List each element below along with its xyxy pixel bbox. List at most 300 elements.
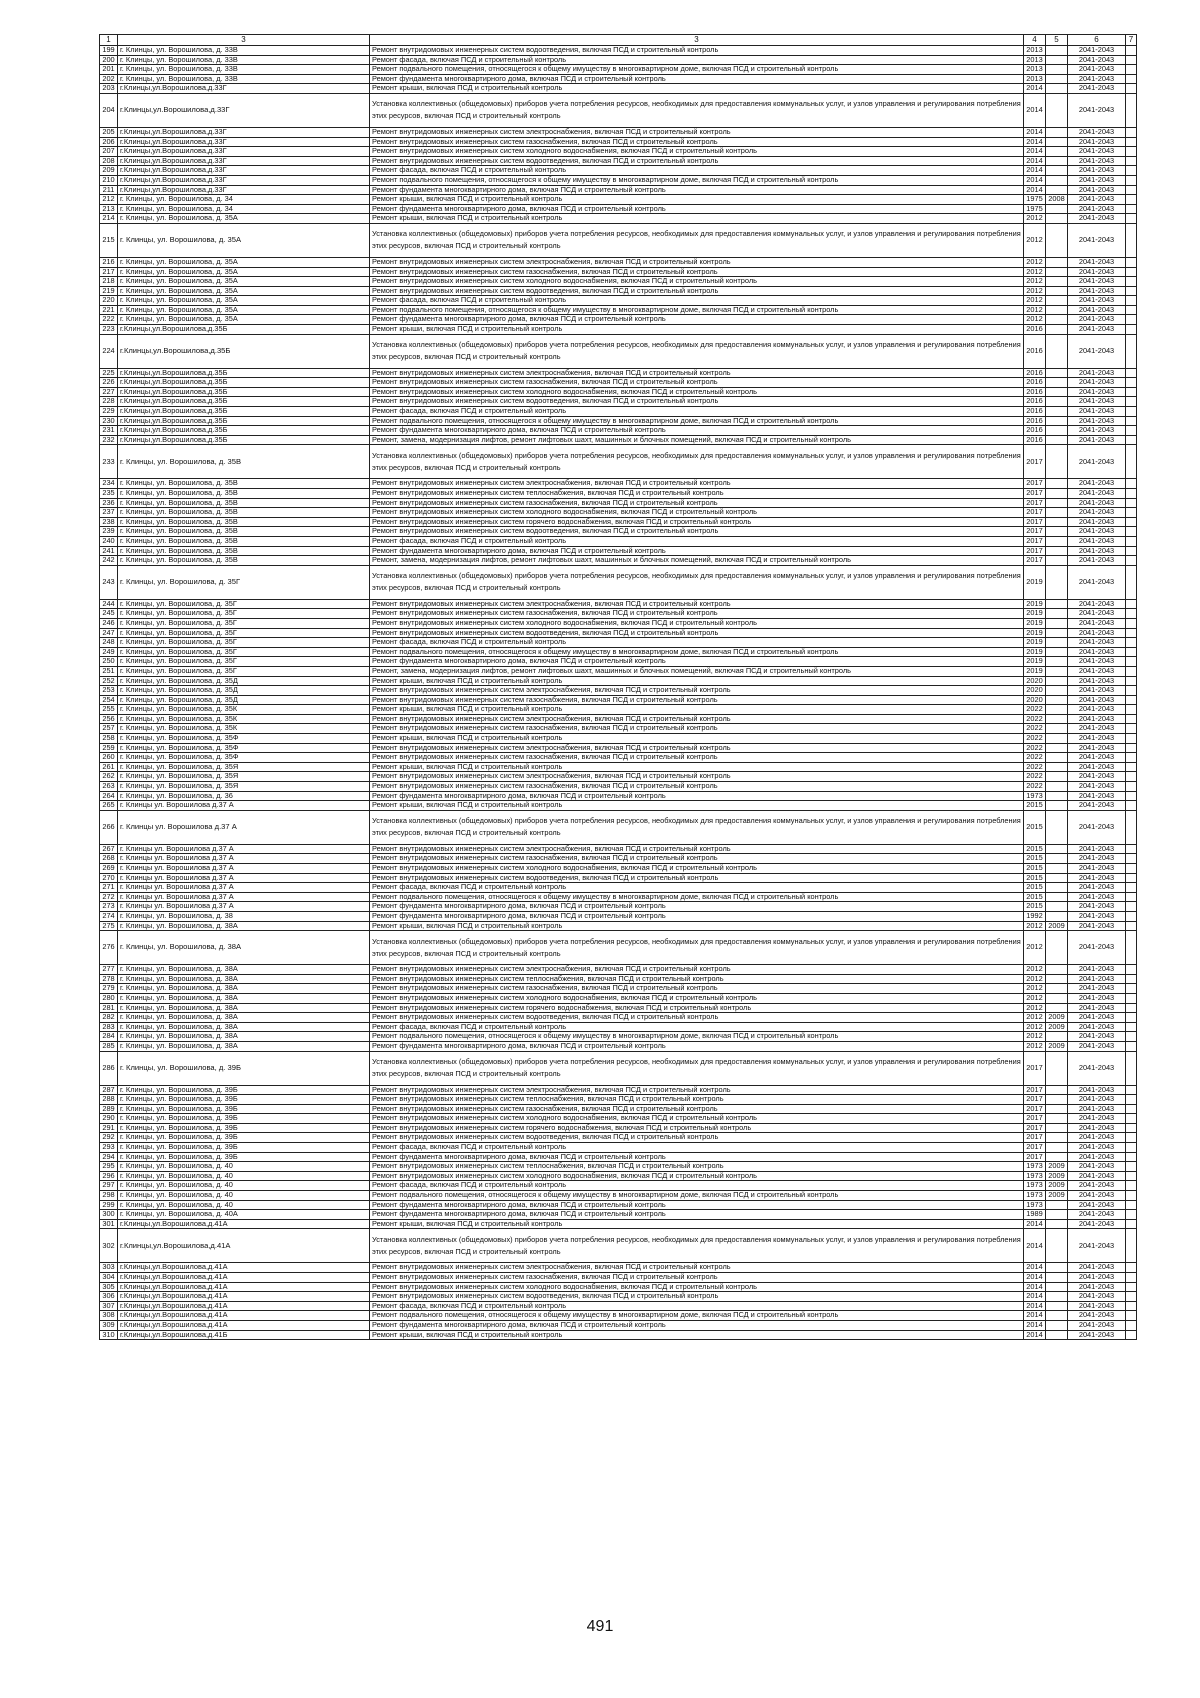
row-number: 275	[100, 921, 118, 931]
row-year: 2014	[1024, 147, 1046, 157]
row-col-7	[1126, 618, 1137, 628]
row-col-7	[1126, 782, 1137, 792]
row-year: 2022	[1024, 753, 1046, 763]
row-work-type: Ремонт фасада, включая ПСД и строительный контроль	[370, 883, 1024, 893]
row-year: 1973	[1024, 1181, 1046, 1191]
table-row	[100, 565, 1137, 599]
table-row	[100, 387, 1137, 397]
row-year: 2017	[1024, 479, 1046, 489]
table-row	[100, 1301, 1137, 1311]
row-year: 2022	[1024, 782, 1046, 792]
row-number: 235	[100, 489, 118, 499]
table-row	[100, 782, 1137, 792]
row-number: 222	[100, 315, 118, 325]
row-number: 302	[100, 1229, 118, 1263]
row-planned-period: 2041-2043	[1068, 993, 1126, 1003]
row-col-7	[1126, 407, 1137, 417]
row-planned-period: 2041-2043	[1068, 1292, 1126, 1302]
row-number: 224	[100, 334, 118, 368]
row-repair-year	[1046, 46, 1068, 56]
table-row	[100, 1013, 1137, 1023]
row-repair-year	[1046, 127, 1068, 137]
row-address: г. Клинцы, ул. Ворошилова, д. 38А	[118, 931, 370, 965]
row-address: г. Клинцы, ул. Ворошилова, д. 33В	[118, 65, 370, 75]
row-year: 2019	[1024, 666, 1046, 676]
row-work-type: Ремонт подвального помещения, относящегося к общему имуществу в многоквартирном доме, включая ПСД и строительный контроль	[370, 175, 1024, 185]
table-row	[100, 714, 1137, 724]
row-col-7	[1126, 743, 1137, 753]
row-number: 236	[100, 498, 118, 508]
row-col-7	[1126, 546, 1137, 556]
row-work-type: Ремонт фасада, включая ПСД и строительный контроль	[370, 296, 1024, 306]
row-work-type: Ремонт внутридомовых инженерных систем холодного водоснабжения, включая ПСД и строительный контроль	[370, 1114, 1024, 1124]
row-col-7	[1126, 638, 1137, 648]
row-address: г. Клинцы, ул. Ворошилова, д. 35Ф	[118, 743, 370, 753]
row-year: 2015	[1024, 883, 1046, 893]
row-col-7	[1126, 1114, 1137, 1124]
row-number: 241	[100, 546, 118, 556]
table-row	[100, 204, 1137, 214]
row-col-7	[1126, 378, 1137, 388]
row-address: г.Клинцы,ул.Ворошилова,д.35Б	[118, 426, 370, 436]
row-work-type: Ремонт внутридомовых инженерных систем электроснабжения, включая ПСД и строительный контроль	[370, 772, 1024, 782]
row-work-type: Ремонт внутридомовых инженерных систем газоснабжения, включая ПСД и строительный контроль	[370, 695, 1024, 705]
row-work-type: Ремонт подвального помещения, относящегося к общему имуществу в многоквартирном доме, включая ПСД и строительный контроль	[370, 305, 1024, 315]
table-row	[100, 479, 1137, 489]
row-planned-period: 2041-2043	[1068, 1219, 1126, 1229]
row-repair-year	[1046, 416, 1068, 426]
row-number: 290	[100, 1114, 118, 1124]
row-repair-year	[1046, 498, 1068, 508]
row-planned-period: 2041-2043	[1068, 387, 1126, 397]
table-row	[100, 296, 1137, 306]
table-header	[100, 35, 1137, 46]
row-work-type: Ремонт внутридомовых инженерных систем электроснабжения, включая ПСД и строительный контроль	[370, 743, 1024, 753]
table-row	[100, 546, 1137, 556]
row-work-type: Ремонт внутридомовых инженерных систем электроснабжения, включая ПСД и строительный контроль	[370, 479, 1024, 489]
row-planned-period: 2041-2043	[1068, 55, 1126, 65]
row-planned-period: 2041-2043	[1068, 638, 1126, 648]
row-address: г. Клинцы, ул. Ворошилова, д. 35Я	[118, 762, 370, 772]
header-col-1: 1	[100, 35, 118, 46]
row-col-7	[1126, 137, 1137, 147]
row-work-type: Установка коллективных (общедомовых) приборов учета потребления ресурсов, необходимых для предоставления коммунальных услуг, и узлов управления и регулирования потребления этих ресурсов, включая ПСД и строительный контроль	[370, 445, 1024, 479]
row-number: 289	[100, 1104, 118, 1114]
row-number: 297	[100, 1181, 118, 1191]
table-row	[100, 618, 1137, 628]
row-repair-year	[1046, 65, 1068, 75]
row-repair-year	[1046, 565, 1068, 599]
row-repair-year	[1046, 397, 1068, 407]
table-row	[100, 686, 1137, 696]
row-work-type: Ремонт фасада, включая ПСД и строительный контроль	[370, 638, 1024, 648]
row-col-7	[1126, 74, 1137, 84]
row-address: г. Клинцы, ул. Ворошилова, д. 40	[118, 1191, 370, 1201]
row-work-type: Ремонт внутридомовых инженерных систем газоснабжения, включая ПСД и строительный контроль	[370, 609, 1024, 619]
row-year: 2017	[1024, 489, 1046, 499]
row-year: 2017	[1024, 508, 1046, 518]
row-work-type: Ремонт внутридомовых инженерных систем электроснабжения, включая ПСД и строительный контроль	[370, 686, 1024, 696]
row-col-7	[1126, 1022, 1137, 1032]
row-year: 2012	[1024, 214, 1046, 224]
row-planned-period: 2041-2043	[1068, 1032, 1126, 1042]
row-number: 267	[100, 844, 118, 854]
table-row	[100, 1022, 1137, 1032]
row-work-type: Установка коллективных (общедомовых) приборов учета потребления ресурсов, необходимых для предоставления коммунальных услуг, и узлов управления и регулирования потребления этих ресурсов, включая ПСД и строительный контроль	[370, 93, 1024, 127]
row-year: 2019	[1024, 647, 1046, 657]
row-repair-year	[1046, 84, 1068, 94]
table-row	[100, 305, 1137, 315]
row-repair-year	[1046, 175, 1068, 185]
row-year: 2014	[1024, 1273, 1046, 1283]
row-work-type: Ремонт внутридомовых инженерных систем теплоснабжения, включая ПСД и строительный контроль	[370, 1095, 1024, 1105]
table-row	[100, 489, 1137, 499]
table-row	[100, 1003, 1137, 1013]
table-row	[100, 854, 1137, 864]
row-number: 293	[100, 1143, 118, 1153]
row-col-7	[1126, 416, 1137, 426]
row-repair-year	[1046, 686, 1068, 696]
row-number: 220	[100, 296, 118, 306]
row-planned-period: 2041-2043	[1068, 1330, 1126, 1340]
row-repair-year	[1046, 214, 1068, 224]
row-planned-period: 2041-2043	[1068, 1282, 1126, 1292]
table-row	[100, 286, 1137, 296]
row-planned-period: 2041-2043	[1068, 695, 1126, 705]
row-col-7	[1126, 257, 1137, 267]
table-row	[100, 556, 1137, 566]
row-repair-year	[1046, 638, 1068, 648]
row-work-type: Ремонт внутридомовых инженерных систем водоотведения, включая ПСД и строительный контроль	[370, 1013, 1024, 1023]
row-number: 265	[100, 801, 118, 811]
table-row	[100, 873, 1137, 883]
table-row	[100, 810, 1137, 844]
row-repair-year	[1046, 435, 1068, 445]
row-repair-year: 2009	[1046, 1022, 1068, 1032]
row-year: 2014	[1024, 137, 1046, 147]
row-year: 2017	[1024, 1152, 1046, 1162]
row-address: г.Клинцы,ул.Ворошилова,д.33Г	[118, 84, 370, 94]
row-number: 215	[100, 223, 118, 257]
row-year: 2017	[1024, 517, 1046, 527]
row-repair-year	[1046, 1133, 1068, 1143]
header-col-3: 3	[370, 35, 1024, 46]
row-address: г. Клинцы, ул. Ворошилова, д. 39Б	[118, 1104, 370, 1114]
row-year: 2012	[1024, 984, 1046, 994]
row-address: г. Клинцы, ул. Ворошилова, д. 38А	[118, 921, 370, 931]
row-col-7	[1126, 844, 1137, 854]
row-work-type: Ремонт фундамента многоквартирного дома, включая ПСД и строительный контроль	[370, 426, 1024, 436]
row-number: 263	[100, 782, 118, 792]
row-number: 254	[100, 695, 118, 705]
row-work-type: Ремонт фасада, включая ПСД и строительный контроль	[370, 1181, 1024, 1191]
row-number: 199	[100, 46, 118, 56]
row-repair-year: 2009	[1046, 1171, 1068, 1181]
row-number: 208	[100, 156, 118, 166]
header-col-6: 6	[1068, 35, 1126, 46]
table-row	[100, 974, 1137, 984]
row-year: 2014	[1024, 1229, 1046, 1263]
row-address: г. Клинцы, ул. Ворошилова, д. 38А	[118, 974, 370, 984]
row-planned-period: 2041-2043	[1068, 892, 1126, 902]
row-address: г. Клинцы, ул. Ворошилова, д. 39Б	[118, 1114, 370, 1124]
table-row	[100, 864, 1137, 874]
table-row	[100, 267, 1137, 277]
table-row	[100, 185, 1137, 195]
row-address: г. Клинцы, ул. Ворошилова, д. 38	[118, 911, 370, 921]
row-col-7	[1126, 686, 1137, 696]
row-work-type: Ремонт крыши, включая ПСД и строительный контроль	[370, 801, 1024, 811]
row-work-type: Установка коллективных (общедомовых) приборов учета потребления ресурсов, необходимых для предоставления коммунальных услуг, и узлов управления и регулирования потребления этих ресурсов, включая ПСД и строительный контроль	[370, 334, 1024, 368]
row-year: 2012	[1024, 296, 1046, 306]
row-planned-period: 2041-2043	[1068, 628, 1126, 638]
row-work-type: Ремонт подвального помещения, относящегося к общему имуществу в многоквартирном доме, включая ПСД и строительный контроль	[370, 647, 1024, 657]
row-address: г.Клинцы,ул.Ворошилова,д.33Г	[118, 185, 370, 195]
row-planned-period: 2041-2043	[1068, 864, 1126, 874]
row-year: 2014	[1024, 166, 1046, 176]
row-year: 2015	[1024, 873, 1046, 883]
row-col-7	[1126, 1085, 1137, 1095]
row-address: г. Клинцы, ул. Ворошилова, д. 35Г	[118, 638, 370, 648]
row-work-type: Установка коллективных (общедомовых) приборов учета потребления ресурсов, необходимых для предоставления коммунальных услуг, и узлов управления и регулирования потребления этих ресурсов, включая ПСД и строительный контроль	[370, 810, 1024, 844]
row-number: 237	[100, 508, 118, 518]
row-planned-period: 2041-2043	[1068, 772, 1126, 782]
row-address: г. Клинцы, ул. Ворошилова, д. 36	[118, 791, 370, 801]
row-planned-period: 2041-2043	[1068, 1133, 1126, 1143]
row-number: 242	[100, 556, 118, 566]
table-row	[100, 1282, 1137, 1292]
row-work-type: Ремонт внутридомовых инженерных систем горячего водоснабжения, включая ПСД и строительный контроль	[370, 517, 1024, 527]
row-col-7	[1126, 854, 1137, 864]
row-col-7	[1126, 1123, 1137, 1133]
row-number: 279	[100, 984, 118, 994]
row-address: г.Клинцы,ул.Ворошилова,д.35Б	[118, 416, 370, 426]
table-row	[100, 666, 1137, 676]
row-planned-period: 2041-2043	[1068, 185, 1126, 195]
row-number: 212	[100, 195, 118, 205]
row-col-7	[1126, 1311, 1137, 1321]
table-row	[100, 223, 1137, 257]
row-work-type: Ремонт фундамента многоквартирного дома, включая ПСД и строительный контроль	[370, 902, 1024, 912]
table-row	[100, 175, 1137, 185]
row-planned-period: 2041-2043	[1068, 527, 1126, 537]
row-planned-period: 2041-2043	[1068, 1181, 1126, 1191]
row-address: г. Клинцы, ул. Ворошилова, д. 38А	[118, 1041, 370, 1051]
row-planned-period: 2041-2043	[1068, 46, 1126, 56]
row-number: 217	[100, 267, 118, 277]
row-year: 2012	[1024, 267, 1046, 277]
row-address: г. Клинцы, ул. Ворошилова, д. 35Д	[118, 686, 370, 696]
row-col-7	[1126, 695, 1137, 705]
row-year: 2015	[1024, 892, 1046, 902]
row-col-7	[1126, 397, 1137, 407]
table-row	[100, 426, 1137, 436]
table-row	[100, 1114, 1137, 1124]
row-address: г.Клинцы,ул.Ворошилова,д.33Г	[118, 93, 370, 127]
row-col-7	[1126, 1133, 1137, 1143]
row-year: 2014	[1024, 127, 1046, 137]
row-year: 2022	[1024, 762, 1046, 772]
row-repair-year	[1046, 864, 1068, 874]
row-work-type: Ремонт внутридомовых инженерных систем газоснабжения, включая ПСД и строительный контроль	[370, 753, 1024, 763]
row-address: г.Клинцы,ул.Ворошилова,д.35Б	[118, 325, 370, 335]
row-work-type: Ремонт внутридомовых инженерных систем холодного водоснабжения, включая ПСД и строительный контроль	[370, 1282, 1024, 1292]
row-year: 2016	[1024, 334, 1046, 368]
row-planned-period: 2041-2043	[1068, 147, 1126, 157]
row-address: г. Клинцы, ул. Ворошилова, д. 35А	[118, 315, 370, 325]
row-col-7	[1126, 223, 1137, 257]
row-address: г. Клинцы, ул. Ворошилова, д. 39Б	[118, 1085, 370, 1095]
row-repair-year	[1046, 801, 1068, 811]
row-address: г. Клинцы, ул. Ворошилова, д. 35Ф	[118, 734, 370, 744]
row-number: 216	[100, 257, 118, 267]
row-planned-period: 2041-2043	[1068, 686, 1126, 696]
row-repair-year	[1046, 1219, 1068, 1229]
row-planned-period: 2041-2043	[1068, 1229, 1126, 1263]
row-year: 2014	[1024, 1292, 1046, 1302]
row-col-7	[1126, 1041, 1137, 1051]
row-work-type: Ремонт внутридомовых инженерных систем газоснабжения, включая ПСД и строительный контроль	[370, 267, 1024, 277]
table-row	[100, 1200, 1137, 1210]
row-repair-year	[1046, 296, 1068, 306]
row-repair-year	[1046, 223, 1068, 257]
row-col-7	[1126, 1032, 1137, 1042]
row-year: 2019	[1024, 609, 1046, 619]
row-number: 264	[100, 791, 118, 801]
row-repair-year	[1046, 902, 1068, 912]
row-repair-year	[1046, 286, 1068, 296]
row-planned-period: 2041-2043	[1068, 1143, 1126, 1153]
row-planned-period: 2041-2043	[1068, 286, 1126, 296]
row-address: г. Клинцы, ул. Ворошилова, д. 35Г	[118, 565, 370, 599]
row-repair-year	[1046, 911, 1068, 921]
row-number: 240	[100, 536, 118, 546]
row-col-7	[1126, 387, 1137, 397]
row-address: г. Клинцы ул. Ворошилова д.37 А	[118, 810, 370, 844]
row-number: 285	[100, 1041, 118, 1051]
row-year: 2014	[1024, 1311, 1046, 1321]
row-number: 239	[100, 527, 118, 537]
row-year: 2017	[1024, 546, 1046, 556]
row-address: г. Клинцы, ул. Ворошилова, д. 35В	[118, 479, 370, 489]
row-work-type: Ремонт внутридомовых инженерных систем холодного водоснабжения, включая ПСД и строительный контроль	[370, 618, 1024, 628]
row-year: 2012	[1024, 965, 1046, 975]
row-col-7	[1126, 426, 1137, 436]
row-repair-year	[1046, 407, 1068, 417]
row-repair-year	[1046, 1114, 1068, 1124]
row-work-type: Ремонт фасада, включая ПСД и строительный контроль	[370, 1022, 1024, 1032]
row-planned-period: 2041-2043	[1068, 676, 1126, 686]
row-col-7	[1126, 435, 1137, 445]
row-planned-period: 2041-2043	[1068, 1263, 1126, 1273]
row-planned-period: 2041-2043	[1068, 1003, 1126, 1013]
row-planned-period: 2041-2043	[1068, 1104, 1126, 1114]
row-work-type: Ремонт фундамента многоквартирного дома, включая ПСД и строительный контроль	[370, 791, 1024, 801]
table-row	[100, 1162, 1137, 1172]
row-repair-year	[1046, 93, 1068, 127]
row-planned-period: 2041-2043	[1068, 556, 1126, 566]
table-row	[100, 527, 1137, 537]
row-col-7	[1126, 762, 1137, 772]
row-col-7	[1126, 873, 1137, 883]
row-repair-year	[1046, 1330, 1068, 1340]
row-repair-year	[1046, 695, 1068, 705]
row-planned-period: 2041-2043	[1068, 93, 1126, 127]
row-work-type: Ремонт фасада, включая ПСД и строительный контроль	[370, 166, 1024, 176]
row-number: 223	[100, 325, 118, 335]
row-work-type: Ремонт внутридомовых инженерных систем холодного водоснабжения, включая ПСД и строительный контроль	[370, 387, 1024, 397]
row-year: 1992	[1024, 911, 1046, 921]
table-row	[100, 46, 1137, 56]
row-year: 2014	[1024, 1263, 1046, 1273]
table-row	[100, 1311, 1137, 1321]
row-repair-year	[1046, 743, 1068, 753]
row-address: г. Клинцы, ул. Ворошилова, д. 40	[118, 1171, 370, 1181]
row-repair-year	[1046, 1229, 1068, 1263]
row-col-7	[1126, 127, 1137, 137]
row-work-type: Ремонт подвального помещения, относящегося к общему имуществу в многоквартирном доме, включая ПСД и строительный контроль	[370, 892, 1024, 902]
row-col-7	[1126, 599, 1137, 609]
row-work-type: Ремонт внутридомовых инженерных систем холодного водоснабжения, включая ПСД и строительный контроль	[370, 147, 1024, 157]
row-repair-year: 2009	[1046, 1041, 1068, 1051]
row-year: 1973	[1024, 1200, 1046, 1210]
table-row	[100, 1085, 1137, 1095]
row-col-7	[1126, 508, 1137, 518]
row-number: 221	[100, 305, 118, 315]
row-col-7	[1126, 166, 1137, 176]
row-repair-year	[1046, 1273, 1068, 1283]
row-year: 2022	[1024, 724, 1046, 734]
row-planned-period: 2041-2043	[1068, 647, 1126, 657]
table-row	[100, 315, 1137, 325]
row-year: 2013	[1024, 65, 1046, 75]
row-col-7	[1126, 517, 1137, 527]
row-col-7	[1126, 1200, 1137, 1210]
row-col-7	[1126, 921, 1137, 931]
table-row	[100, 911, 1137, 921]
table-row	[100, 1095, 1137, 1105]
row-work-type: Ремонт внутридомовых инженерных систем водоотведения, включая ПСД и строительный контроль	[370, 1133, 1024, 1143]
row-number: 256	[100, 714, 118, 724]
row-repair-year	[1046, 166, 1068, 176]
row-number: 249	[100, 647, 118, 657]
row-address: г. Клинцы, ул. Ворошилова, д. 35В	[118, 508, 370, 518]
row-number: 284	[100, 1032, 118, 1042]
row-planned-period: 2041-2043	[1068, 445, 1126, 479]
row-work-type: Ремонт крыши, включая ПСД и строительный контроль	[370, 214, 1024, 224]
row-work-type: Установка коллективных (общедомовых) приборов учета потребления ресурсов, необходимых для предоставления коммунальных услуг, и узлов управления и регулирования потребления этих ресурсов, включая ПСД и строительный контроль	[370, 1229, 1024, 1263]
row-address: г. Клинцы ул. Ворошилова д.37 А	[118, 844, 370, 854]
row-repair-year	[1046, 489, 1068, 499]
row-planned-period: 2041-2043	[1068, 257, 1126, 267]
row-planned-period: 2041-2043	[1068, 666, 1126, 676]
row-repair-year	[1046, 782, 1068, 792]
table-row	[100, 1273, 1137, 1283]
row-year: 2017	[1024, 1095, 1046, 1105]
row-number: 202	[100, 74, 118, 84]
row-address: г.Клинцы,ул.Ворошилова,д.41А	[118, 1219, 370, 1229]
row-planned-period: 2041-2043	[1068, 296, 1126, 306]
row-number: 296	[100, 1171, 118, 1181]
row-address: г. Клинцы, ул. Ворошилова, д. 35А	[118, 296, 370, 306]
row-number: 229	[100, 407, 118, 417]
row-address: г. Клинцы, ул. Ворошилова, д. 35В	[118, 536, 370, 546]
row-work-type: Ремонт крыши, включая ПСД и строительный контроль	[370, 1219, 1024, 1229]
table-row	[100, 791, 1137, 801]
row-year: 1973	[1024, 1171, 1046, 1181]
row-number: 227	[100, 387, 118, 397]
row-year: 2012	[1024, 993, 1046, 1003]
